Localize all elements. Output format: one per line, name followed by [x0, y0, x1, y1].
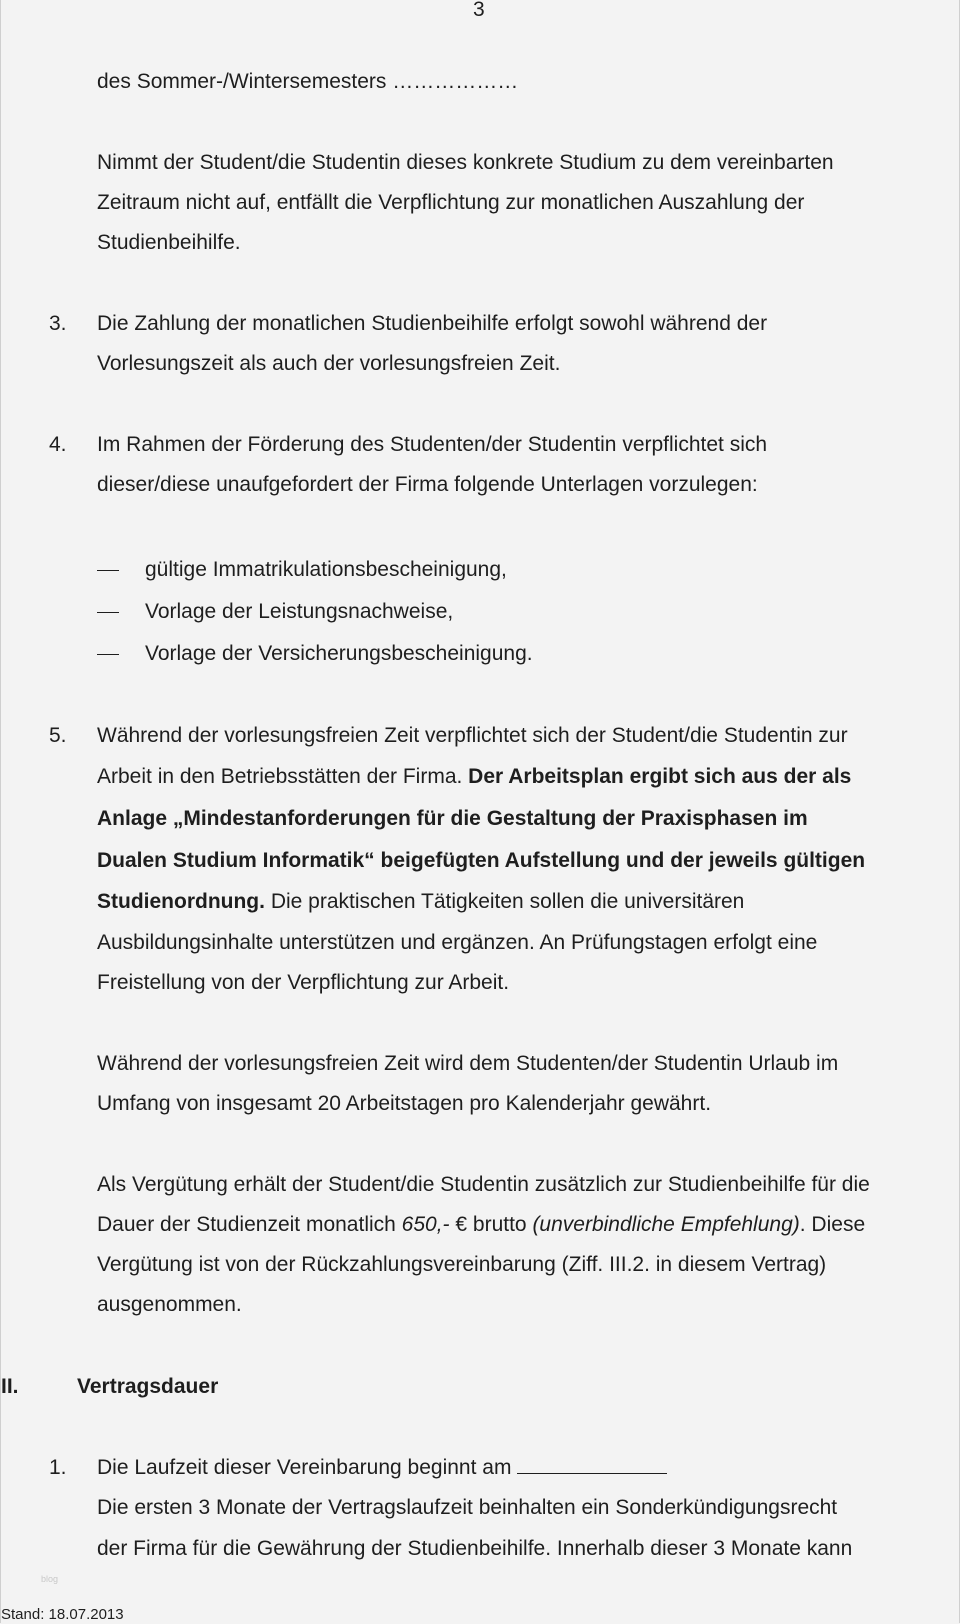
item-number: 1. [49, 1456, 67, 1479]
intro-paragraph-line: Nimmt der Student/die Studentin dieses konkrete Studium zu dem vereinbarten [97, 151, 834, 174]
remuneration-line [97, 1211, 865, 1239]
remuneration-line: Als Vergütung erhält der Student/die Studentin zusätzlich zur Studienbeihilfe für die [97, 1173, 870, 1196]
remuneration-text: . Diese [799, 1213, 866, 1236]
term-line [97, 1454, 667, 1482]
item-3-line: Die Zahlung der monatlichen Studienbeihilfe erfolgt sowohl während der [97, 312, 768, 335]
item-5-line: Freistellung von der Verpflichtung zur Arbeit. [97, 971, 510, 994]
term-text: Die Laufzeit dieser Vereinbarung beginnt am [97, 1456, 512, 1479]
bullet-dash [97, 612, 119, 613]
section-title: Vertragsdauer [77, 1375, 219, 1398]
bullet-item: Vorlage der Leistungsnachweise, [145, 600, 454, 623]
item-5-line: Anlage „Mindestanforderungen für die Gestaltung der Praxisphasen im [97, 807, 808, 830]
euro-sign: € [455, 1213, 468, 1236]
remuneration-line: Vergütung ist von der Rückzahlungsvereinbarung (Ziff. III.2. in diesem Vertrag) [97, 1253, 827, 1276]
item-5-line [97, 888, 744, 916]
start-date-blank[interactable] [517, 1455, 667, 1474]
item-5-line: Während der vorlesungsfreien Zeit verpflichtet sich der Student/die Studentin zur [97, 724, 848, 747]
page-number: 3 [473, 0, 485, 21]
intro-line: des Sommer-/Wintersemesters ……………… [97, 70, 519, 93]
footer-date: Stand: 18.07.2013 [1, 1606, 124, 1623]
vacation-line: Umfang von insgesamt 20 Arbeitstagen pro Kalenderjahr gewährt. [97, 1092, 712, 1115]
term-line: der Firma für die Gewährung der Studienbeihilfe. Innerhalb dieser 3 Monate kann [97, 1537, 853, 1560]
item-5-bold-text: Der Arbeitsplan ergibt sich aus der als [468, 765, 852, 788]
remuneration-text: brutto [467, 1213, 533, 1236]
item-4-line: Im Rahmen der Förderung des Studenten/der Studentin verpflichtet sich [97, 433, 768, 456]
bullet-item: Vorlage der Versicherungsbescheinigung. [145, 642, 533, 665]
remuneration-amount: 650,- [401, 1213, 456, 1236]
item-3-line: Vorlesungszeit als auch der vorlesungsfreien Zeit. [97, 352, 561, 375]
item-5-line: Dualen Studium Informatik“ beigefügten Aufstellung und der jeweils gültigen [97, 849, 866, 872]
section-number: II. [1, 1375, 19, 1398]
item-number: 3. [49, 312, 67, 335]
item-5-line [97, 763, 851, 791]
bullet-item: gültige Immatrikulationsbescheinigung, [145, 558, 507, 581]
item-5-line: Ausbildungsinhalte unterstützen und ergänzen. An Prüfungstagen erfolgt eine [97, 931, 818, 954]
term-line: Die ersten 3 Monate der Vertragslaufzeit beinhalten ein Sonderkündigungsrecht [97, 1496, 838, 1519]
item-number: 4. [49, 433, 67, 456]
item-4-line: dieser/diese unaufgefordert der Firma folgende Unterlagen vorzulegen: [97, 473, 758, 496]
watermark: blog [41, 1574, 59, 1584]
item-number: 5. [49, 724, 67, 747]
recommendation-note: (unverbindliche Empfehlung) [532, 1213, 800, 1236]
item-5-text: Arbeit in den Betriebsstätten der Firma. [97, 765, 469, 788]
remuneration-text: Dauer der Studienzeit monatlich [97, 1213, 402, 1236]
remuneration-line: ausgenommen. [97, 1293, 242, 1316]
intro-paragraph-line: Zeitraum nicht auf, entfällt die Verpflichtung zur monatlichen Auszahlung der [97, 191, 805, 214]
bullet-dash [97, 570, 119, 571]
vacation-line: Während der vorlesungsfreien Zeit wird dem Studenten/der Studentin Urlaub im [97, 1052, 839, 1075]
item-5-text: Die praktischen Tätigkeiten sollen die universitären [264, 890, 745, 913]
item-5-bold-text: Studienordnung. [97, 890, 265, 913]
bullet-dash [97, 654, 119, 655]
intro-paragraph-line: Studienbeihilfe. [97, 231, 241, 254]
